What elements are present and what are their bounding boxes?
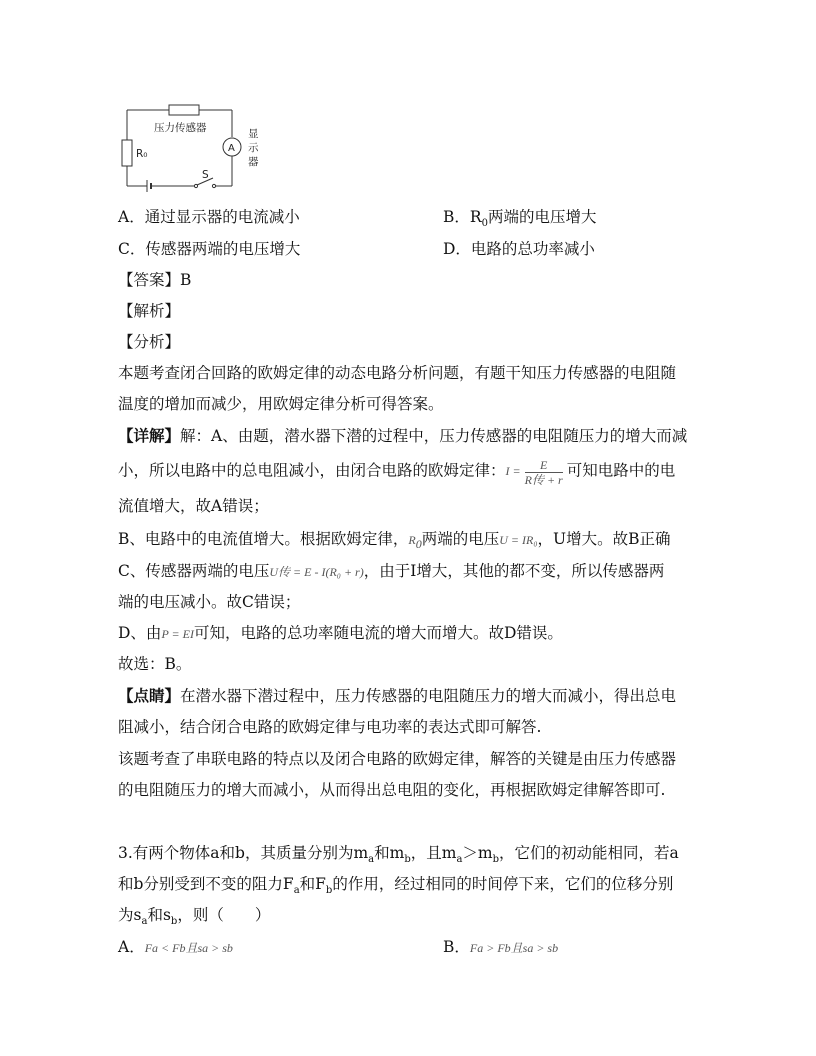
question3-option-a: A．Fa < Fb且sa > sb [118,938,233,956]
detail-line-4: B、电路中的电流值增大。根据欧姆定律，$R_0$两端的电压U = IR₀，U增大。故B正确 [118,530,671,552]
question3-line-2: 和b分别受到不变的阻力$F_a$和$F_b$的作用，经过相同的时间停下来，它们的位移分别 [118,875,674,897]
answer: 【答案】B [118,271,192,289]
dianjing-line-1: 【点睛】在潜水器下潜过程中，压力传感器的电阻随压力的增大而减小，得出总电 [118,686,677,705]
ammeter-label: A [228,143,235,154]
display-label-1: 显 [248,128,259,140]
analysis-header: 【解析】 [118,302,181,320]
r0-resistor [122,140,132,166]
display-label-3: 器 [248,156,259,168]
fenxi-text-2: 温度的增加而减少，用欧姆定律分析可得答案。 [118,395,444,413]
option-c: C．传感器两端的电压增大 [118,240,301,258]
dianjing-line-3: 该题考查了串联电路的特点以及闭合电路的欧姆定律，解答的关键是由压力传感器 [118,750,677,768]
detail-line-3: 流值增大，故A错误； [118,497,269,515]
detail-line-5: C、传感器两端的电压U传 = E - I(R₀ + r)，由于I增大，其他的都不变，所以传感器两 [118,562,665,580]
pressure-sensor-resistor [169,105,199,115]
detail-line-6: 端的电压减小。故C错误； [118,593,301,611]
question3-option-b: B．Fa > Fb且sa > sb [443,938,559,956]
switch-label: S [202,169,209,181]
question3-line-1: 3.有两个物体a和b，其质量分别为$m_a$和$m_b$，且$m_a>m_b$，它们的初动能相同，若a [118,844,679,866]
dianjing-line-4: 的电阻随压力的增大而减小，从而得出总电阻的变化，再根据欧姆定律解答即可. [118,781,666,799]
display-label-2: 示 [248,142,259,154]
option-b: B．$R_0$两端的电压增大 [443,208,597,230]
detail-line-8: 故选：B。 [118,655,192,673]
detail-line-7: D、由P = EI可知，电路的总功率随电流的增大而增大。故D错误。 [118,624,563,642]
question3-line-3: 为$s_a$和$s_b$，则（ ） [118,906,271,928]
circuit-diagram [112,100,272,192]
fenxi-text-1: 本题考查闭合回路的欧姆定律的动态电路分析问题，有题干知压力传感器的电阻随 [118,364,677,382]
option-d: D．电路的总功率减小 [443,240,595,258]
option-a: A．通过显示器的电流减小 [118,208,300,226]
detail-line-2: 小，所以电路中的总电阻减小，由闭合电路的欧姆定律：I = $\frac{E}{\text{R传 + r}}$ 可知电路中的电 [118,458,676,487]
fenxi-header: 【分析】 [118,333,181,351]
ohm-formula: I = $\frac{E}{\text{R传 + r}}$ [505,458,563,487]
sensor-label: 压力传感器 [154,122,207,134]
dianjing-line-2: 阻减小，结合闭合电路的欧姆定律与电功率的表达式即可解答. [118,718,542,736]
detail-line-1: 【详解】解：A、由题，潜水器下潜的过程中，压力传感器的电阻随压力的增大而减 [118,426,688,445]
r0-label: R₀ [136,148,148,160]
